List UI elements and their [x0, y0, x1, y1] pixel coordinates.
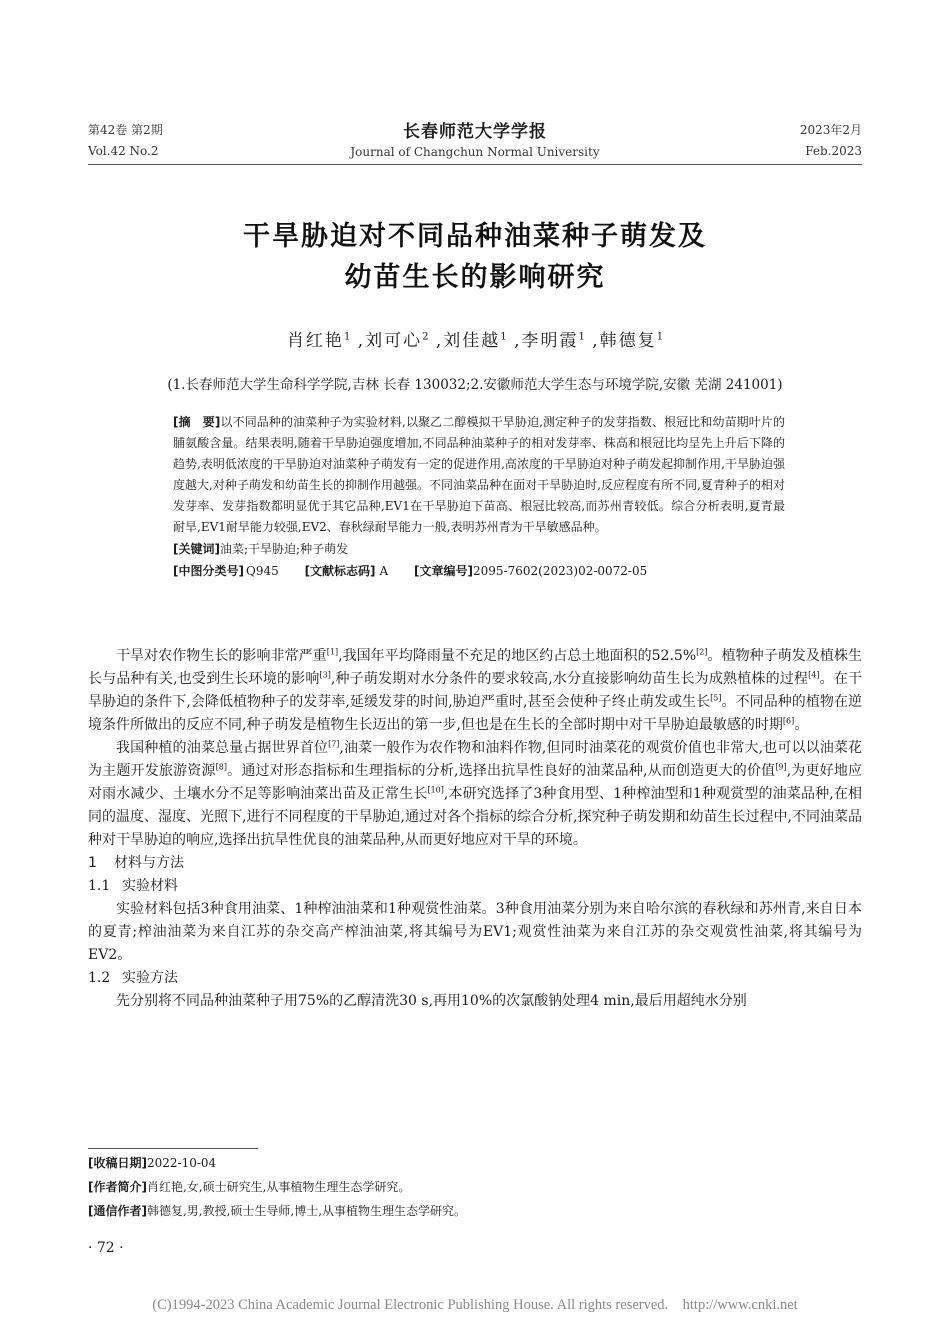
author-affiliation-mark: 1: [656, 331, 664, 343]
citation: [1]: [326, 647, 339, 657]
article-number-value: 2095-7602(2023)02-0072-05: [473, 564, 648, 578]
section-number: 1: [88, 855, 97, 871]
journal-title-cn: 长春师范大学学报: [403, 122, 547, 142]
abstract-text: 以不同品种的油菜种子为实验材料,以聚乙二醇模拟干旱胁迫,测定种子的发芽指数、根冠比和幼苗期叶片的脯氨酸含量。结果表明,随着干旱胁迫强度增加,不同品种油菜种子的相对发芽率、株高和根冠比均呈先上升后下降的趋势,表明低浓度的干旱胁迫对油菜种子萌发有一定的促进作用,高浓度的干旱胁迫对种子萌发起抑制作用,干旱胁迫强度越大,对种子萌发和幼苗生长的抑制作用越强。不同油菜品种在面对干旱胁迫时,反应程度有所不同,夏青种子的相对发芽率、发芽指数都明显优于其它品种,EV1在干旱胁迫下苗高、根冠比较高,而苏州青较低。综合分析表明,夏青最耐旱,EV1耐旱能力较强,EV2、春秋绿耐旱能力一般,表明苏州青为干旱敏感品种。: [173, 415, 785, 534]
header-rule: [88, 164, 862, 165]
section-title: 材料与方法: [114, 855, 184, 871]
citation: [6]: [782, 716, 795, 726]
article-title-line2: 幼苗生长的影响研究: [344, 262, 606, 293]
subsection-heading: [88, 967, 862, 990]
volume-issue-cn: 第42卷 第2期: [88, 123, 163, 137]
author-affiliation-mark: 2: [422, 331, 429, 343]
section-heading: [88, 852, 862, 875]
body-paragraph: 实验材料包括3种食用油菜、1种榨油油菜和1种观赏性油菜。3种食用油菜分别为来自哈尔滨的春秋绿和苏州青,来自日本的夏青;榨油油菜为来自江苏的杂交高产榨油油菜,将其编号为EV1;观赏性油菜为来自江苏的杂交观赏性油菜,将其编号为EV2。: [88, 901, 862, 963]
affiliations: (1.长春师范大学生命科学学院,吉林 长春 130032;2.安徽师范大学生态与环境学院,安徽 芜湖 241001): [167, 377, 783, 393]
journal-title-en: Journal of Changchun Normal University: [350, 145, 600, 159]
body-paragraph: 先分别将不同品种油菜种子用75%的乙醇清洗30 s,再用10%的次氯酸钠处理4 min,最后用超纯水分别: [116, 993, 747, 1009]
author-name: ,刘佳越: [435, 331, 501, 351]
author-affiliation-mark: 1: [343, 331, 351, 343]
author-affiliation-mark: 1: [578, 331, 585, 343]
author-name: ,李明霞: [514, 331, 579, 351]
author-list: [0, 326, 950, 351]
classification-line: [173, 560, 785, 582]
date-cn: 2023年2月: [799, 123, 862, 137]
author-affiliation-mark: 1: [500, 331, 507, 343]
page-number: · 72 ·: [88, 1240, 124, 1256]
doc-code-value: A: [379, 564, 389, 578]
body-paragraph: 干旱对农作物生长的影响非常严重[1],我国年平均降雨量不充足的地区约占总土地面积的52.5%[2]。植物种子萌发及植株生长与品种有关,也受到生长环境的影响[3],种子萌发期对水分条件的要求较高,水分直接影响幼苗生长为成熟植株的过程[4]。在干旱胁迫的条件下,会降低植物种子的发芽率,延缓发芽的时间,胁迫严重时,甚至会使种子终止萌发或生长[5]。不同品种的植物在逆境条件所做出的反应不同,种子萌发是植物生长迈出的第一步,但也是在生长的全部时期中对干旱胁迫最敏感的时期[6]。: [88, 647, 863, 733]
doc-code-label: [文献标志码]: [304, 564, 376, 578]
subsection-heading: [88, 875, 862, 898]
citation: [9]: [775, 762, 787, 772]
citation: [5]: [710, 693, 722, 703]
citation: [3]: [319, 670, 331, 680]
citation: [7]: [328, 739, 340, 749]
abstract: [173, 412, 785, 538]
article-body: [88, 645, 862, 1013]
footnotes: [88, 1151, 862, 1223]
citation: [4]: [808, 670, 820, 680]
abstract-block: [173, 412, 785, 582]
article-number-label: [文章编号]: [414, 564, 474, 578]
citation: [10]: [427, 785, 444, 795]
date-en: Feb.2023: [805, 144, 862, 158]
keywords-line: [173, 538, 785, 560]
body-paragraph: 我国种植的油菜总量占据世界首位[7],油菜一般作为农作物和油料作物,但同时油菜花的观赏价值也非常大,也可以以油菜花为主题开发旅游资源[8]。通过对形态指标和生理指标的分析,选择出抗旱性良好的油菜品种,从而创造更大的价值[9],为更好地应对雨水减少、土壤水分不足等影响油菜出苗及正常生长[10],本研究选择了3种食用型、1种榨油型和1种观赏型的油菜品种,在相同的温度、湿度、光照下,进行不同程度的干旱胁迫,通过对各个指标的综合分析,探究种子萌发期和幼苗生长过程中,不同油菜品种对干旱胁迫的响应,选择出抗旱性优良的油菜品种,从而更好地应对干旱的环境。: [88, 739, 863, 848]
author-name: ,韩德复: [592, 331, 657, 351]
article-title-line1: 干旱胁迫对不同品种油菜种子萌发及: [243, 221, 707, 252]
footnote-rule: [88, 1148, 258, 1149]
author-name: 肖红艳: [286, 331, 344, 351]
keywords-value: 油菜;干旱胁迫;种子萌发: [219, 542, 349, 556]
author-bio: [作者简介]肖红艳,女,硕士研究生,从事植物生理生态学研究。: [88, 1180, 411, 1194]
citation: [2]: [696, 647, 708, 657]
copyright-line: (C)1994-2023 China Academic Journal Electronic Publishing House. All rights reserved. http://www.cnki.net: [152, 1297, 798, 1313]
subsection-number: 1.1: [88, 878, 111, 894]
keywords-label: [关键词]: [173, 542, 220, 556]
abstract-label: [摘 要]: [173, 415, 221, 429]
volume-issue-en: Vol.42 No.2: [88, 144, 159, 158]
subsection-title: 实验材料: [122, 878, 178, 894]
received-date: [收稿日期]2022-10-04: [88, 1156, 217, 1170]
subsection-number: 1.2: [88, 970, 111, 986]
clc-label: [中图分类号]: [173, 564, 244, 578]
subsection-title: 实验方法: [122, 970, 178, 986]
author-name: ,刘可心: [357, 331, 423, 351]
corresponding-author: [通信作者]韩德复,男,教授,硕士生导师,博士,从事植物生理生态学研究。: [88, 1204, 467, 1218]
clc-value: Q945: [245, 564, 279, 578]
citation: [8]: [215, 762, 227, 772]
